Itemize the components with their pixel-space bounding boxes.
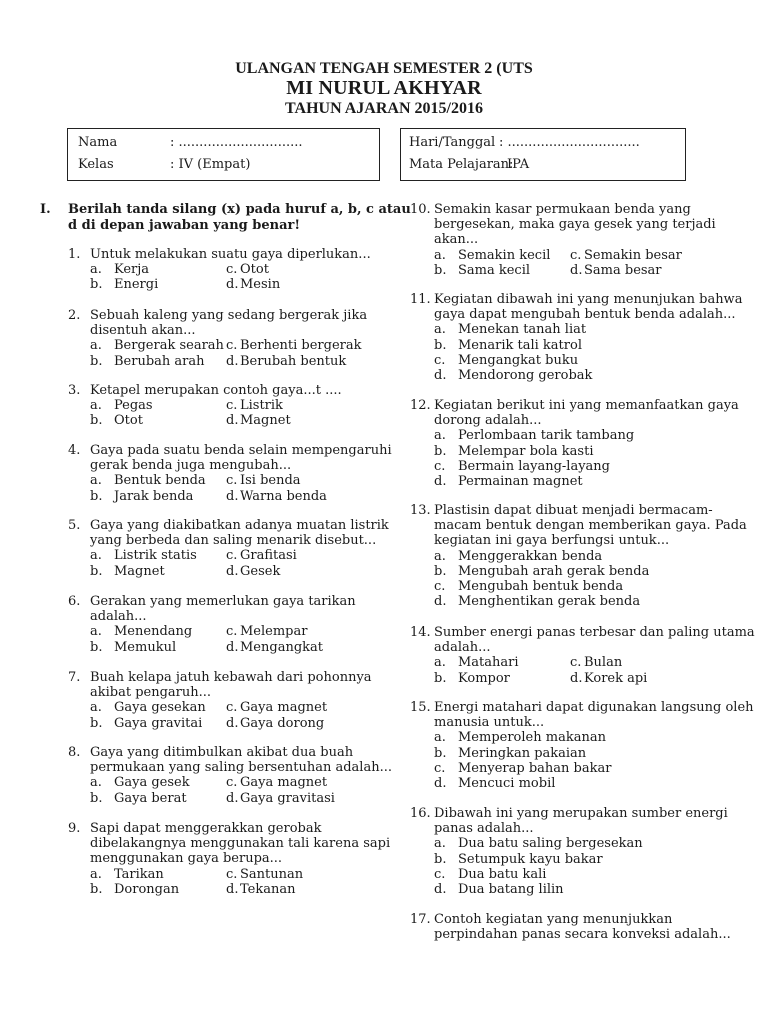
option-text[interactable]: Energi [114,277,159,293]
question-text: Gaya yang ditimbulkan akibat dua buah [90,745,354,760]
option-text[interactable]: Warna benda [240,488,327,504]
option-letter[interactable]: a. [434,655,446,671]
option-text[interactable]: Menarik tali katrol [458,337,582,353]
option-text[interactable]: Gesek [240,563,281,579]
kelas-label: Kelas [78,157,114,172]
student-info-box [67,128,380,181]
option-letter[interactable]: d. [226,790,239,806]
option-text[interactable]: Gaya gesek [114,775,190,791]
option-text[interactable]: Semakin besar [584,247,682,263]
question-text: akibat pengaruh... [90,685,212,701]
option-text[interactable]: Mengangkat buku [458,352,579,368]
exam-title: ULANGAN TENGAH SEMESTER 2 (UTS [235,60,533,77]
option-letter[interactable]: c. [226,775,238,791]
option-letter[interactable]: b. [90,639,103,655]
question-text: Gaya yang diakibatkan adanya muatan listrik [90,518,389,533]
mata-pelajaran-label: Mata Pelajaran: [409,157,514,172]
school-name: MI NURUL AKHYAR [286,77,482,99]
option-text[interactable]: Setumpuk kayu bakar [458,851,603,867]
option-letter[interactable]: a. [90,398,102,414]
option-letter[interactable]: d. [434,776,447,791]
option-text[interactable]: Berubah arah [114,353,205,369]
option-text[interactable]: Berubah bentuk [240,353,347,369]
option-text[interactable]: Dua batu kali [458,866,547,882]
option-text[interactable]: Mengubah bentuk benda [458,579,624,594]
option-letter[interactable]: d. [226,715,239,731]
question-text: macam bentuk dengan memberikan gaya. Pada [434,518,747,534]
option-letter[interactable]: d. [226,353,239,369]
question-text: bergesekan, maka gaya gesek yang terjadi [434,217,716,233]
option-letter[interactable]: d. [434,368,447,383]
option-text[interactable]: Gaya gesekan [114,700,206,716]
option-text[interactable]: Bermain layang-layang [458,458,610,474]
question-number: 2. [68,308,81,323]
option-letter[interactable]: b. [90,353,103,369]
nama-label: Nama [78,135,118,150]
option-text[interactable]: Mengubah arah gerak benda [458,563,650,579]
question-text: Buah kelapa jatuh kebawah dari pohonnya [90,670,372,685]
option-letter[interactable]: c. [434,579,446,594]
option-text[interactable]: Sama kecil [458,262,531,278]
option-letter[interactable]: a. [434,836,446,852]
option-text[interactable]: Menghentikan gerak benda [458,594,641,610]
option-letter[interactable]: a. [90,262,102,278]
question-text: adalah... [90,609,147,625]
section-instruction-line1: Berilah tanda silang (x) pada huruf a, b, c atau [68,202,411,217]
option-text[interactable]: Kerja [114,262,150,278]
option-text[interactable]: Mengangkat [240,639,323,655]
question-text: Kegiatan dibawah ini yang menunjukan bahwa [434,292,743,307]
option-text[interactable]: Kompor [458,670,510,686]
option-text[interactable]: Memperoleh makanan [458,730,606,746]
option-text[interactable]: Gaya dorong [240,715,325,731]
exam-info-box [400,128,686,181]
option-text[interactable]: Dua batu saling bergesekan [458,836,643,852]
option-text[interactable]: Melempar [240,624,308,640]
option-letter[interactable]: c. [226,548,238,564]
option-letter[interactable]: b. [90,563,103,579]
option-letter[interactable]: c. [434,760,446,776]
option-text[interactable]: Menggerakkan benda [458,548,603,564]
option-text[interactable]: Otot [240,262,269,278]
question-number: 10. [410,202,431,217]
option-letter[interactable]: a. [90,548,102,564]
option-letter[interactable]: a. [434,428,446,444]
question-number: 13. [410,503,431,518]
question-number: 9. [68,821,81,836]
option-letter[interactable]: a. [434,730,446,746]
option-letter[interactable]: a. [90,775,102,791]
option-letter[interactable]: c. [570,247,582,263]
question-text: Energi matahari dapat digunakan langsung oleh [434,700,754,715]
hari-tanggal-field[interactable]: : ................................ [499,135,640,150]
kelas-value: : IV (Empat) [170,157,251,172]
option-letter[interactable]: b. [434,851,447,867]
option-text[interactable]: Magnet [240,413,291,429]
option-letter[interactable]: d. [226,277,239,293]
option-letter[interactable]: b. [434,262,447,278]
question-number: 4. [68,443,81,458]
option-letter[interactable]: c. [226,338,238,354]
question-text: Plastisin dapat dibuat menjadi bermacam- [434,503,713,518]
academic-year: TAHUN AJARAN 2015/2016 [285,100,483,117]
option-letter[interactable]: b. [434,745,447,761]
option-letter[interactable]: d. [570,262,583,278]
option-letter[interactable]: b. [90,715,103,731]
option-letter[interactable]: b. [90,413,103,429]
option-letter[interactable]: a. [90,700,102,716]
question-number: 8. [68,745,81,760]
option-text[interactable]: Gaya berat [114,790,187,806]
option-letter[interactable]: c. [226,398,238,414]
option-letter[interactable]: a. [434,322,446,338]
question-number: 7. [68,670,81,685]
question-text: disentuh akan... [90,323,196,339]
question-number: 16. [410,806,431,821]
option-text[interactable]: Magnet [114,563,165,579]
option-letter[interactable]: b. [90,277,103,293]
option-text[interactable]: Melempar bola kasti [458,443,594,459]
question-number: 3. [68,383,81,398]
question-text: dibelakangnya menggunakan tali karena sapi [90,836,391,852]
option-letter[interactable]: b. [90,790,103,806]
option-text[interactable]: Permainan magnet [458,474,583,489]
option-letter[interactable]: c. [226,624,238,640]
hari-tanggal-label: Hari/Tanggal [409,135,496,150]
option-text[interactable]: Korek api [584,670,648,686]
option-text[interactable]: Dua batang lilin [458,882,564,897]
nama-field[interactable]: : .............................. [170,135,303,150]
question-text: Ketapel merupakan contoh gaya...t .... [90,383,342,398]
option-letter[interactable]: c. [226,262,238,278]
option-text[interactable]: Isi benda [240,473,301,489]
option-letter[interactable]: a. [90,866,102,882]
question-text: yang berbeda dan saling menarik disebut... [90,533,377,549]
option-text[interactable]: Bentuk benda [114,473,206,489]
option-letter[interactable]: d. [570,670,583,686]
option-text[interactable]: Dorongan [114,881,180,897]
option-letter[interactable]: b. [434,443,447,459]
option-letter[interactable]: d. [226,639,239,655]
option-letter[interactable]: b. [90,488,103,504]
option-text[interactable]: Bergerak searah [114,338,224,354]
option-text[interactable]: Gaya magnet [240,700,328,716]
option-letter[interactable]: b. [434,670,447,686]
option-letter[interactable]: a. [90,338,102,354]
question-number: 15. [410,700,431,715]
option-text[interactable]: Mencuci mobil [458,776,556,791]
option-letter[interactable]: a. [434,247,446,263]
question-text: Untuk melakukan suatu gaya diperlukan... [90,247,371,262]
question-text: manusia untuk... [434,715,545,731]
option-text[interactable]: Perlombaan tarik tambang [458,428,635,444]
option-text[interactable]: Otot [114,413,143,429]
option-letter[interactable]: c. [434,866,446,882]
option-letter[interactable]: c. [434,352,446,368]
option-text[interactable]: Menyerap bahan bakar [458,760,612,776]
option-letter[interactable]: a. [90,473,102,489]
option-letter[interactable]: c. [434,458,446,474]
option-text[interactable]: Listrik statis [114,548,197,564]
option-letter[interactable]: d. [226,488,239,504]
option-letter[interactable]: c. [226,700,238,716]
option-letter[interactable]: b. [434,563,447,579]
question-text: Gerakan yang memerlukan gaya tarikan [90,594,356,609]
option-text[interactable]: Grafitasi [240,548,297,564]
question-text: Sumber energi panas terbesar dan paling utama [434,625,755,640]
question-text: akan... [434,232,479,248]
question-text: Kegiatan berikut ini yang memanfaatkan gaya [434,398,739,413]
option-text[interactable]: Mendorong gerobak [458,368,593,383]
question-text: Gaya pada suatu benda selain mempengaruhi [90,443,392,458]
option-letter[interactable]: b. [90,881,103,897]
question-number: 6. [68,594,81,609]
option-text[interactable]: Meringkan pakaian [458,745,587,761]
question-text: Dibawah ini yang merupakan sumber energi [434,806,728,821]
option-text[interactable]: Matahari [458,655,519,671]
option-letter[interactable]: d. [226,413,239,429]
option-text[interactable]: Gaya gravitai [114,715,203,731]
question-text: permukaan yang saling bersentuhan adalah... [90,760,392,776]
option-letter[interactable]: c. [570,655,582,671]
option-letter[interactable]: d. [434,474,447,489]
question-number: 11. [410,292,431,307]
option-letter[interactable]: a. [434,548,446,564]
question-text: Semakin kasar permukaan benda yang [434,202,691,217]
question-number: 5. [68,518,81,533]
option-text[interactable]: Menendang [114,624,193,640]
question-text: gerak benda juga mengubah... [90,458,292,474]
section-number: I. [40,202,51,217]
question-text: gaya dapat mengubah bentuk benda adalah... [434,307,736,323]
option-text[interactable]: Mesin [240,277,281,293]
question-text: menggunakan gaya berupa... [90,851,283,867]
question-text: dorong adalah... [434,413,542,429]
option-text[interactable]: Gaya magnet [240,775,328,791]
option-text[interactable]: Santunan [240,866,304,882]
option-text[interactable]: Sama besar [584,262,662,278]
question-number: 14. [410,625,431,640]
question-text: Sapi dapat menggerakkan gerobak [90,821,322,836]
option-letter[interactable]: d. [226,881,239,897]
option-text[interactable]: Tekanan [240,881,296,897]
question-number: 17. [410,912,431,927]
question-text: panas adalah... [434,821,534,837]
option-text[interactable]: Jarak benda [114,488,194,504]
option-text[interactable]: Menekan tanah liat [458,322,587,338]
option-text[interactable]: Gaya gravitasi [240,790,335,806]
mata-pelajaran-value: IPA [507,157,530,172]
option-letter[interactable]: a. [90,624,102,640]
option-letter[interactable]: b. [434,337,447,353]
option-text[interactable]: Bulan [584,655,623,671]
option-text[interactable]: Memukul [114,639,177,655]
question-text: Contoh kegiatan yang menunjukkan [434,912,673,927]
section-instruction-line2: d di depan jawaban yang benar! [68,218,301,233]
option-text[interactable]: Tarikan [114,866,164,882]
option-letter[interactable]: c. [226,473,238,489]
question-text: perpindahan panas secara konveksi adalah... [434,927,731,943]
option-letter[interactable]: d. [434,594,447,610]
option-letter[interactable]: c. [226,866,238,882]
option-text[interactable]: Semakin kecil [458,247,551,263]
question-number: 1. [68,247,81,262]
question-number: 12. [410,398,431,413]
question-text: adalah... [434,640,491,656]
option-text[interactable]: Berhenti bergerak [240,338,362,354]
question-text: Sebuah kaleng yang sedang bergerak jika [90,308,368,323]
option-letter[interactable]: d. [226,563,239,579]
option-text[interactable]: Listrik [240,398,283,414]
option-letter[interactable]: d. [434,882,447,897]
option-text[interactable]: Pegas [114,398,153,414]
question-text: kegiatan ini gaya berfungsi untuk... [434,533,670,549]
